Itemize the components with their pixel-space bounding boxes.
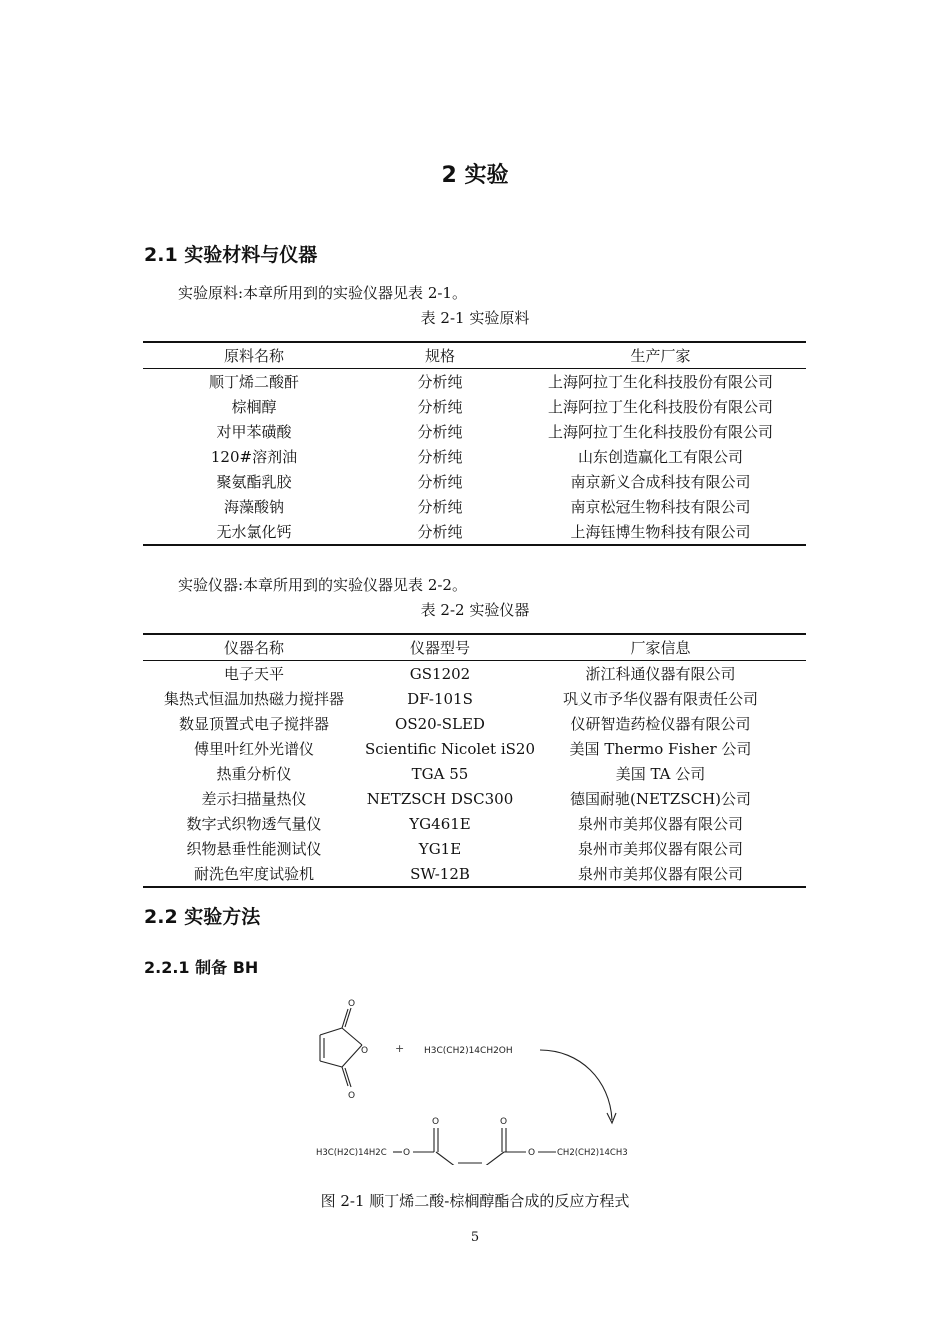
reaction-scheme bbox=[300, 995, 650, 1165]
table-cell: 顺丁烯二酸酐 bbox=[208, 373, 299, 391]
table-cell: 120#溶剂油 bbox=[210, 448, 298, 466]
figure-caption: 图 2-1 顺丁烯二酸-棕榈醇酯合成的反应方程式 bbox=[320, 1192, 630, 1210]
table1-header-spec: 规格 bbox=[365, 342, 515, 369]
table-cell: DF-101S bbox=[407, 689, 473, 708]
table1-header-name: 原料名称 bbox=[143, 342, 365, 369]
table-cell: 分析纯 bbox=[417, 423, 463, 441]
carbonyl-o-left: O bbox=[432, 1117, 440, 1127]
table-cell: 上海阿拉丁生化科技股份有限公司 bbox=[547, 373, 773, 391]
chapter-title: 2 实验 bbox=[441, 163, 509, 188]
table1-row bbox=[143, 394, 806, 419]
table2-caption: 表 2-2 实验仪器 bbox=[420, 601, 530, 619]
product-right-chain: CH2(CH2)14CH3 bbox=[557, 1148, 628, 1158]
table2-row bbox=[143, 761, 806, 786]
anhydride-o-top: O bbox=[348, 999, 356, 1009]
table-cell: 泉州市美邦仪器有限公司 bbox=[577, 815, 743, 833]
table-cell: 分析纯 bbox=[417, 398, 463, 416]
section-heading-methods: 2.2 实验方法 bbox=[144, 906, 261, 928]
maleic-anhydride-structure bbox=[320, 1008, 362, 1087]
instruments-table bbox=[143, 633, 806, 888]
table-cell: YG1E bbox=[418, 839, 462, 858]
table-cell: 浙江科通仪器有限公司 bbox=[585, 665, 736, 683]
palmityl-alcohol-label: H3C(CH2)14CH2OH bbox=[424, 1046, 513, 1056]
table1-header-maker: 生产厂家 bbox=[515, 342, 806, 369]
table-cell: 电子天平 bbox=[223, 665, 284, 683]
section-heading-materials: 2.1 实验材料与仪器 bbox=[144, 244, 318, 266]
anhydride-o-bottom: O bbox=[348, 1091, 356, 1101]
table-cell: 数字式织物透气量仪 bbox=[186, 815, 322, 833]
table2-header-name: 仪器名称 bbox=[143, 634, 365, 661]
table-cell: 差示扫描量热仪 bbox=[201, 790, 307, 808]
table-cell: TGA 55 bbox=[411, 764, 469, 783]
table-cell: 热重分析仪 bbox=[216, 765, 292, 783]
table1-row bbox=[143, 519, 806, 545]
table2-row bbox=[143, 736, 806, 761]
ester-o-left: O bbox=[403, 1148, 411, 1158]
table1-body bbox=[143, 369, 806, 546]
materials-table bbox=[143, 341, 806, 546]
table-cell: 傅里叶红外光谱仪 bbox=[193, 740, 314, 758]
table-cell: 棕榈醇 bbox=[231, 398, 277, 416]
table1-row bbox=[143, 494, 806, 519]
table2-row bbox=[143, 686, 806, 711]
table-cell: 巩义市予华仪器有限责任公司 bbox=[562, 690, 758, 708]
table-cell: 海藻酸钠 bbox=[223, 498, 284, 516]
table-cell: 泉州市美邦仪器有限公司 bbox=[577, 840, 743, 858]
table2-header-model: 仪器型号 bbox=[365, 634, 515, 661]
product-left-chain: H3C(H2C)14H2C bbox=[316, 1148, 387, 1158]
table2-body bbox=[143, 661, 806, 888]
table2-header-maker: 厂家信息 bbox=[515, 634, 806, 661]
table1-row bbox=[143, 369, 806, 395]
ester-o-right: O bbox=[528, 1148, 536, 1158]
table-cell: 分析纯 bbox=[417, 373, 463, 391]
table-cell: 聚氨酯乳胶 bbox=[216, 473, 292, 491]
anhydride-o-ring: O bbox=[361, 1046, 369, 1056]
page-number: 5 bbox=[470, 1230, 480, 1245]
table-cell: 分析纯 bbox=[417, 448, 463, 466]
table-cell: 山东创造赢化工有限公司 bbox=[577, 448, 743, 466]
table-cell: SW-12B bbox=[365, 861, 515, 887]
reaction-arrow bbox=[540, 1050, 612, 1120]
carbonyl-o-right: O bbox=[500, 1117, 508, 1127]
table-cell: 上海阿拉丁生化科技股份有限公司 bbox=[547, 398, 773, 416]
materials-intro: 实验原料:本章所用到的实验仪器见表 2-1。 bbox=[178, 284, 467, 302]
table-cell: 数显顶置式电子搅拌器 bbox=[178, 715, 329, 733]
table-cell: 上海阿拉丁生化科技股份有限公司 bbox=[547, 423, 773, 441]
table-cell: 泉州市美邦仪器有限公司 bbox=[515, 861, 806, 887]
table2-row bbox=[143, 661, 806, 687]
table2-row bbox=[143, 711, 806, 736]
table-cell: 对甲苯磺酸 bbox=[216, 423, 292, 441]
bond-vinyl-left bbox=[436, 1152, 456, 1165]
table2-row bbox=[143, 836, 806, 861]
table-cell: Scientific Nicolet iS20 bbox=[365, 739, 535, 758]
table2-row bbox=[143, 811, 806, 836]
table-cell: 美国 Thermo Fisher 公司 bbox=[569, 740, 752, 758]
subsection-heading-bh: 2.2.1 制备 BH bbox=[144, 958, 259, 977]
table1-caption: 表 2-1 实验原料 bbox=[420, 309, 530, 327]
bond-vinyl-right bbox=[484, 1152, 504, 1165]
table-cell: 织物悬垂性能测试仪 bbox=[186, 840, 322, 858]
table1-row bbox=[143, 444, 806, 469]
table-cell: 耐洗色牢度试验机 bbox=[143, 861, 365, 887]
table-cell: GS1202 bbox=[409, 664, 471, 683]
table-cell: 集热式恒温加热磁力搅拌器 bbox=[163, 690, 344, 708]
table2-row bbox=[143, 786, 806, 811]
table2-row bbox=[143, 861, 806, 887]
table-cell: 仪研智造药检仪器有限公司 bbox=[570, 715, 751, 733]
table-cell: 南京新义合成科技有限公司 bbox=[570, 473, 751, 491]
table-cell: 上海钰博生物科技有限公司 bbox=[515, 519, 806, 545]
table1-row bbox=[143, 419, 806, 444]
table-cell: 无水氯化钙 bbox=[143, 519, 365, 545]
table-cell: 德国耐驰(NETZSCH)公司 bbox=[569, 790, 752, 808]
table1-row bbox=[143, 469, 806, 494]
table-cell: 分析纯 bbox=[365, 519, 515, 545]
table-cell: 分析纯 bbox=[417, 498, 463, 516]
table-cell: NETZSCH DSC300 bbox=[366, 789, 514, 808]
table-cell: 美国 TA 公司 bbox=[615, 765, 706, 783]
plus-sign: + bbox=[395, 1042, 405, 1055]
table-cell: 分析纯 bbox=[417, 473, 463, 491]
table-cell: 南京松冠生物科技有限公司 bbox=[570, 498, 751, 516]
table-cell: YG461E bbox=[409, 814, 471, 833]
instruments-intro: 实验仪器:本章所用到的实验仪器见表 2-2。 bbox=[178, 576, 467, 594]
table-cell: OS20-SLED bbox=[395, 714, 485, 733]
